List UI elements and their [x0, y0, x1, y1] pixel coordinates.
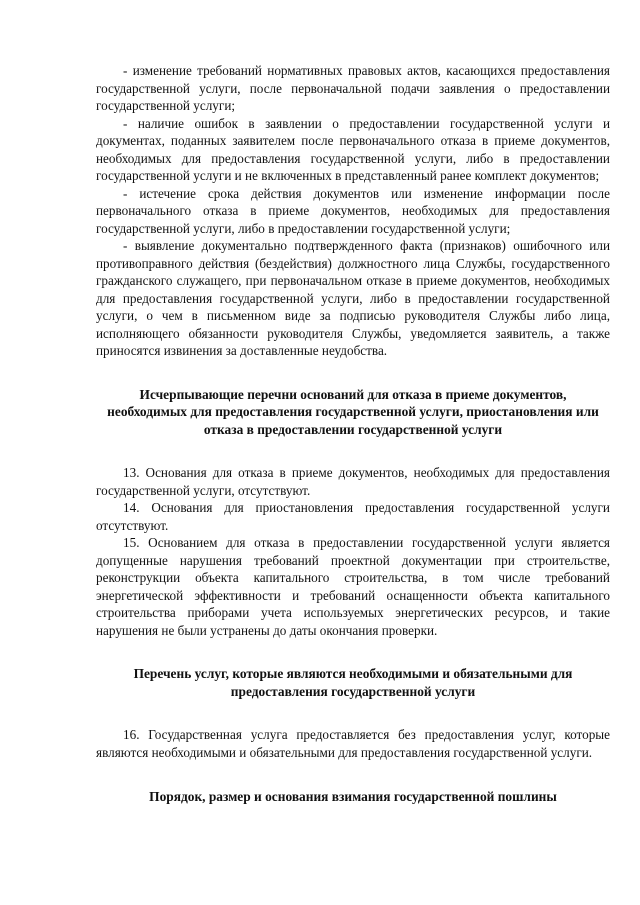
section-heading: Перечень услуг, которые являются необходимыми и обязательными для предоставления государственной услуги	[133, 666, 573, 699]
paragraph-item: 13. Основания для отказа в приеме документов, необходимых для предоставления государственной услуги, отсутствуют.	[96, 465, 610, 498]
paragraph-item: - изменение требований нормативных правовых актов, касающихся предоставления государственной услуги, после первоначальной подачи заявления о предоставлении государственной услуги;	[96, 63, 610, 113]
paragraph-item: 15. Основанием для отказа в предоставлении государственной услуги является допущенные нарушения требований проектной документации при строительстве, реконструкции объекта капитального строительства, в том числе требований энергетической эффективности и требований оснащенности объекта капитального строительства приборами учета используемых энергетических ресурсов, и такие нарушения не были устранены до даты окончания проверки.	[96, 535, 610, 638]
paragraph-item: - истечение срока действия документов или изменение информации после первоначального отказа в приеме документов, необходимых для предоставления государственной услуги, либо в предоставлении государственной услуги;	[96, 185, 610, 236]
section-heading: Порядок, размер и основания взимания государственной пошлины	[149, 789, 557, 804]
page-content	[96, 62, 610, 806]
section-heading: Исчерпывающие перечни оснований для отказа в приеме документов, необходимых для предоставления государственной услуги, приостановления или отказа в предоставлении государственной услуги	[107, 386, 599, 437]
paragraph-item: 16. Государственная услуга предоставляется без предоставления услуг, которые являются необходимыми и обязательными для предоставления государственной услуги.	[96, 727, 610, 760]
paragraph-item: - выявление документально подтвержденного факта (признаков) ошибочного или противоправного действия (бездействия) должностного лица Службы, государственного гражданского служащего, при первоначальном отказе в приеме документов, необходимых для предоставления государственной услуги, либо в предоставлении государственной услуги, о чем в письменном виде за подписью руководителя Службы либо лица, исполняющего обязанности руководителя Службы, уведомляется заявитель, а также приносятся извинения за доставленные неудобства.	[96, 238, 610, 358]
paragraph-item: 14. Основания для приостановления предоставления государственной услуги отсутствуют.	[96, 500, 610, 533]
paragraph-item: - наличие ошибок в заявлении о предоставлении государственной услуги и документах, поданных заявителем после первоначального отказа в приеме документов, необходимых для предоставления государственной услуги, либо в предоставлении государственной услуги и не включенных в представленный ранее комплект документов;	[96, 115, 610, 183]
